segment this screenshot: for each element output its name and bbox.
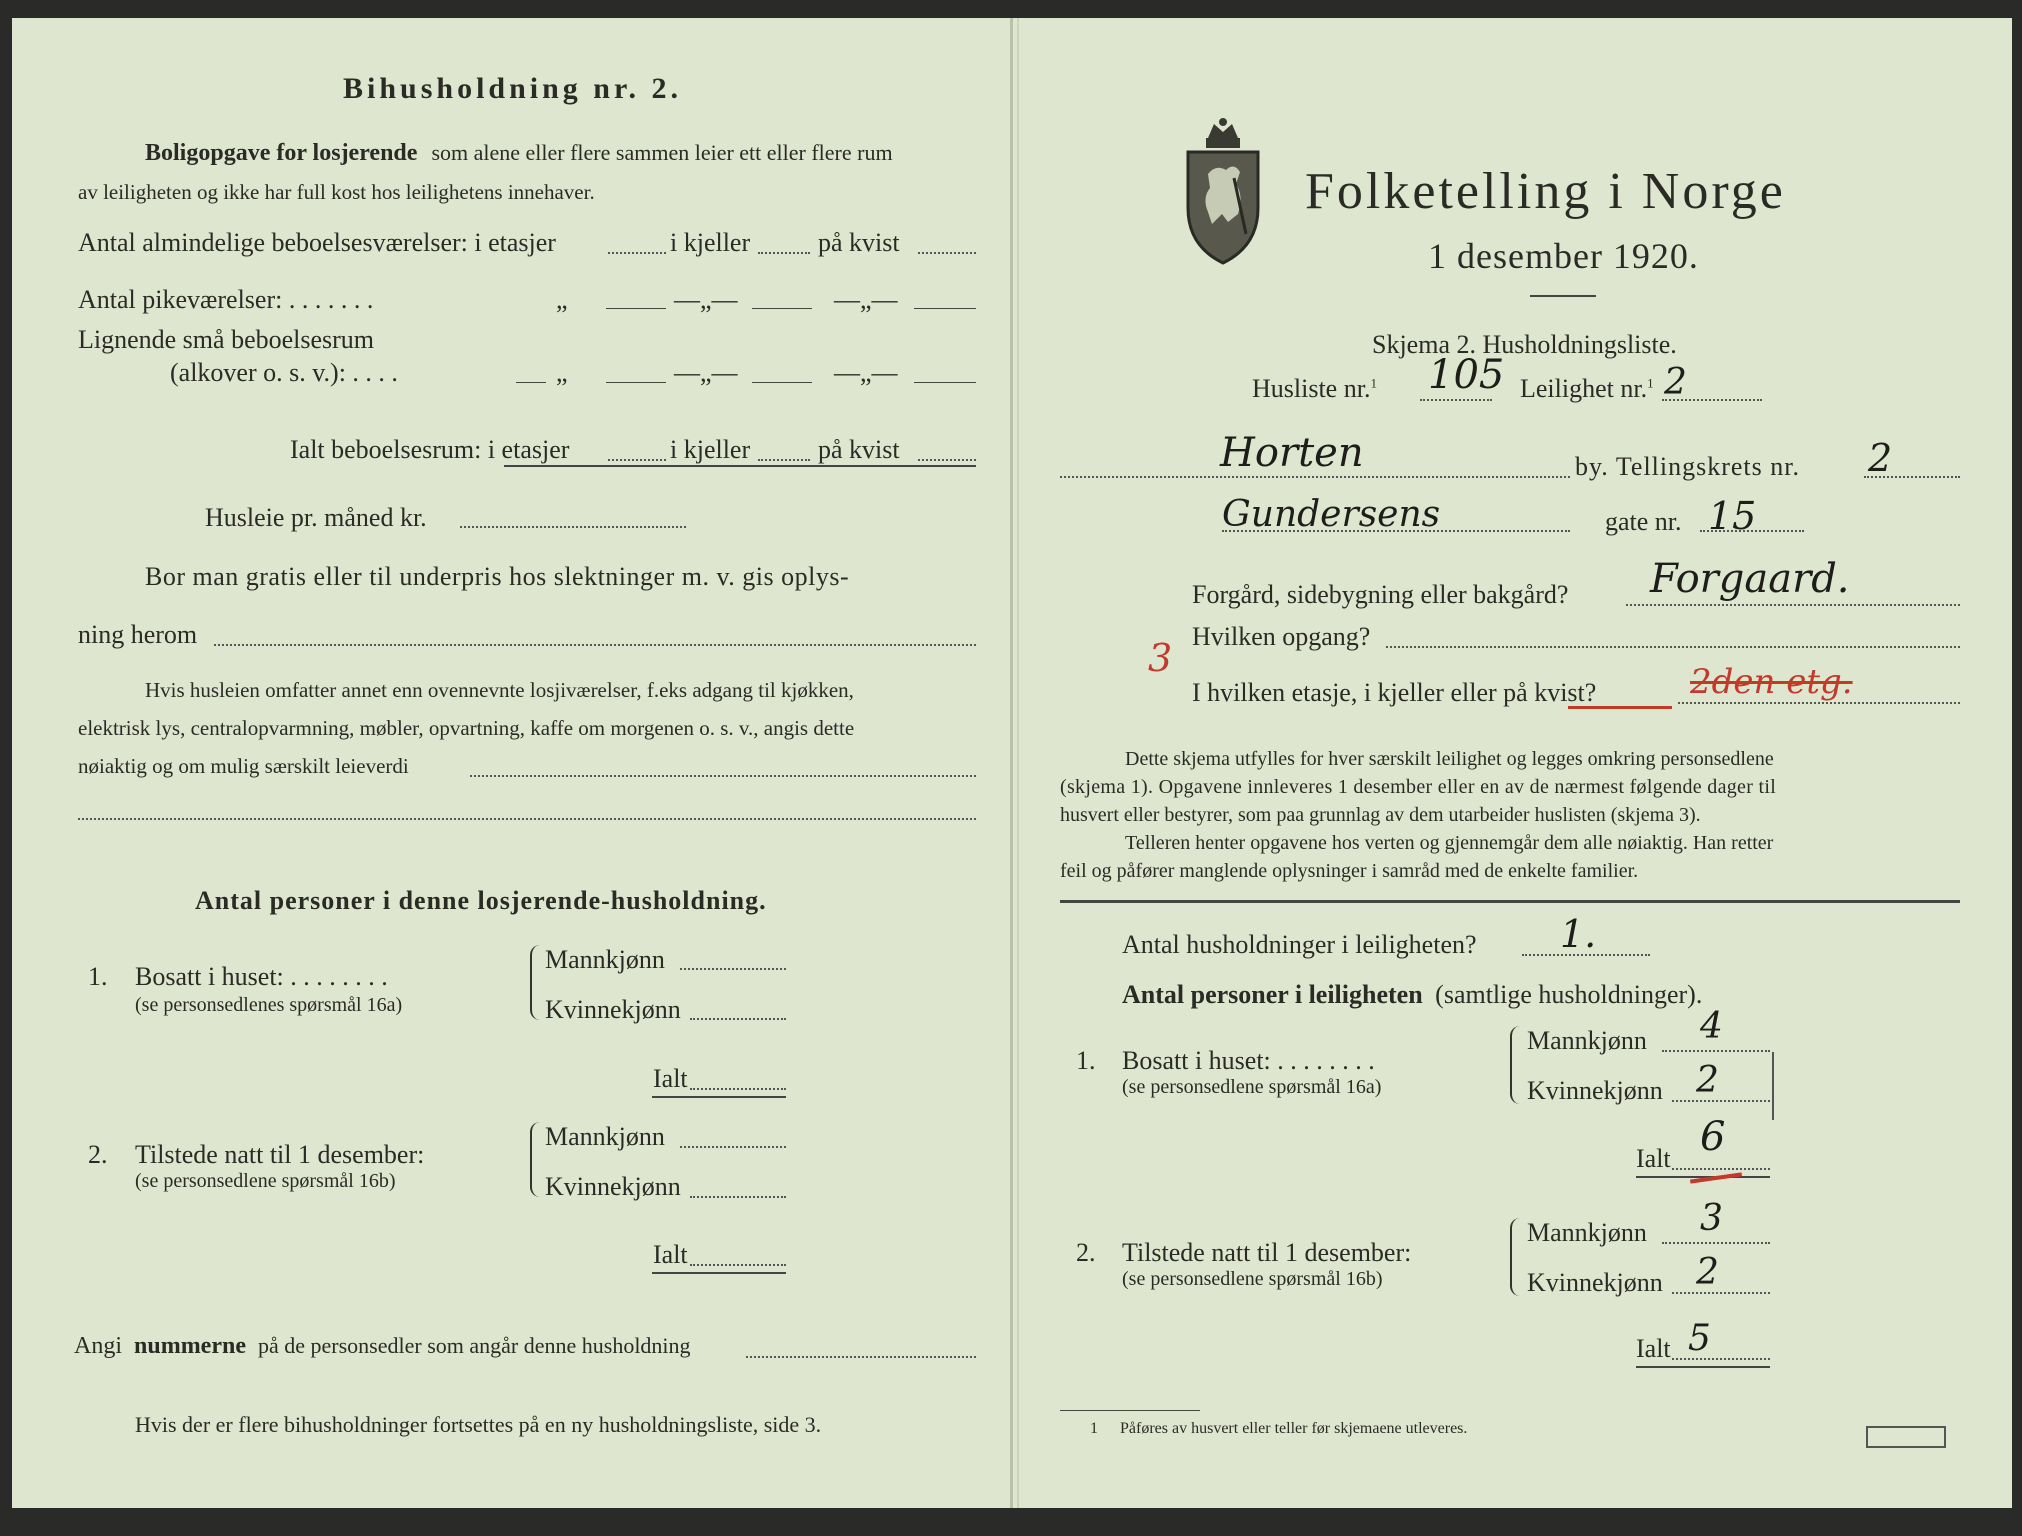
l-q1-label: Bosatt i huset: . . . . . . . .: [135, 962, 388, 991]
etasje-value: 2den etg.: [1690, 662, 1853, 702]
lign-label-1: Lignende små beboelsesrum: [78, 325, 375, 354]
r-q2-ialt-underline: [1636, 1366, 1770, 1368]
info-line5: feil og påfører manglende oplysninger i samråd med de enkelte familier.: [1060, 860, 1639, 882]
r-q2-mann: Mannkjønn: [1527, 1218, 1647, 1247]
footnote-text: Påføres av husvert eller teller før skjemaene utleveres.: [1120, 1420, 1468, 1437]
r-q1-check: [1772, 1052, 1774, 1120]
antal-pers-line: [1122, 980, 1702, 1010]
by-line: [1060, 476, 1570, 478]
r-q1-ialt-value: 6: [1700, 1114, 1726, 1160]
r-q1-brace: [1510, 1026, 1520, 1104]
intro-bold: Boligopgave for losjerende: [145, 140, 418, 166]
opgang-label: Hvilken opgang?: [1192, 622, 1371, 651]
l-q1-brace: [530, 945, 540, 1020]
l-q2-ialt-line: [690, 1264, 786, 1266]
antal-pers-bold: Antal personer i leiligheten: [1122, 980, 1423, 1009]
r-q1-ialt-line: [1672, 1168, 1770, 1170]
l-q2-kvinne: Kvinnekjønn: [545, 1172, 681, 1201]
intro-line1: [145, 140, 893, 167]
husleie-label: Husleie pr. måned kr.: [205, 503, 427, 532]
r-q1-kvinne-line: [1672, 1100, 1770, 1102]
etasje-line: [1678, 702, 1960, 704]
r-q2-brace: [1510, 1218, 1520, 1296]
l-q2-ialt-underline: [652, 1272, 786, 1274]
rooms-kjeller-line: [758, 252, 810, 254]
forgard-value: Forgaard.: [1650, 556, 1850, 602]
info-line1: Dette skjema utfylles for hver særskilt leilighet og legges omkring personsedlene: [1125, 748, 1774, 770]
l-q1-sub: (se personsedlenes spørsmål 16a): [135, 994, 403, 1016]
l-q2-ialt: Ialt: [653, 1240, 688, 1269]
page-fold: [1010, 18, 1013, 1508]
etasje-label: I hvilken etasje, i kjeller eller på kvist?: [1192, 678, 1597, 707]
printer-stamp-icon: [1866, 1426, 1946, 1448]
husliste-line: [1420, 399, 1492, 401]
l-q1-mann: Mannkjønn: [545, 945, 665, 974]
hvis-line-a: [470, 775, 976, 777]
leilighet-label: [1520, 374, 1654, 404]
leilighet-text: Leilighet nr.: [1520, 374, 1648, 403]
antal-heading: Antal personer i denne losjerende-husholdning.: [195, 886, 767, 915]
pike-ditto-3: —„—: [834, 285, 898, 314]
gate-label: gate nr.: [1605, 507, 1682, 536]
l-q1-ialt-underline: [652, 1096, 786, 1098]
pike-ditto-2: —„—: [674, 285, 738, 314]
rooms-kjeller-label: i kjeller: [670, 228, 751, 257]
angi-line: [74, 1333, 691, 1360]
leilighet-value: 2: [1664, 362, 1687, 403]
l-q1-mann-line: [680, 968, 786, 970]
r-q1-kvinne-value: 2: [1696, 1060, 1719, 1101]
l-q2-brace: [530, 1122, 540, 1197]
right-title: Folketelling i Norge: [1305, 163, 1786, 220]
lign-ditto-3: —„—: [834, 358, 898, 387]
ialt-rum-kjeller-label: i kjeller: [670, 435, 751, 464]
r-q1-label: Bosatt i huset: . . . . . . . .: [1122, 1046, 1375, 1075]
l-q1-ialt-line: [690, 1088, 786, 1090]
ialt-rum-underline: [504, 465, 976, 467]
l-q1-kvinne-line: [690, 1018, 786, 1020]
antal-pers-rest: (samtlige husholdninger).: [1435, 980, 1703, 1009]
rooms-label: Antal almindelige beboelsesværelser: i etasjer: [78, 228, 556, 257]
footnote-rule: [1060, 1410, 1200, 1411]
lign-line-1: [606, 382, 666, 383]
l-q1-num: 1.: [88, 962, 108, 991]
info-rule: [1060, 900, 1960, 903]
lign-line-0: [516, 382, 546, 383]
ialt-rum-kjeller-line: [758, 459, 810, 461]
angi-line-fill: [746, 1356, 976, 1358]
pike-line-3: [914, 308, 976, 309]
ialt-rum-kvist-line: [918, 459, 976, 461]
angi-pre: Angi: [74, 1333, 122, 1359]
gate-nr-value: 15: [1708, 494, 1757, 538]
husleie-line: [460, 526, 686, 528]
r-q2-label: Tilstede natt til 1 desember:: [1122, 1238, 1412, 1267]
page-fold-shadow: [1017, 18, 1019, 1508]
info-line4: Telleren henter opgavene hos verten og gjennemgår dem alle nøiaktig. Han retter: [1125, 832, 1774, 854]
pike-ditto: „: [556, 285, 568, 314]
l-q2-label: Tilstede natt til 1 desember:: [135, 1140, 425, 1169]
hvis-line1: Hvis husleien omfatter annet enn ovennevnte losjiværelser, f.eks adgang til kjøkken,: [145, 678, 854, 702]
husliste-value: 105: [1428, 352, 1505, 398]
l-q2-mann-line: [680, 1146, 786, 1148]
husliste-label: [1252, 374, 1377, 404]
r-q2-mann-value: 3: [1700, 1198, 1723, 1239]
l-q1-ialt: Ialt: [653, 1064, 688, 1093]
gate-value: Gundersens: [1222, 494, 1441, 535]
l-q2-sub: (se personsedlene spørsmål 16b): [135, 1170, 396, 1192]
bor-line1: Bor man gratis eller til underpris hos slektninger m. v. gis oplys-: [145, 562, 850, 591]
r-q2-ialt-value: 5: [1688, 1318, 1711, 1359]
rooms-etasjer-line: [608, 252, 666, 254]
by-label: by. Tellingskrets nr.: [1575, 452, 1801, 481]
ialt-rum-label: Ialt beboelsesrum: i etasjer: [290, 435, 570, 464]
angi-bold: nummerne: [134, 1333, 246, 1359]
by-value: Horten: [1220, 430, 1364, 476]
ialt-rum-kvist-label: på kvist: [818, 435, 900, 464]
r-q2-kvinne-line: [1672, 1292, 1770, 1294]
info-line2: (skjema 1). Opgavene innleveres 1 desember eller en av de nærmest følgende dager til: [1060, 776, 1777, 798]
r-q1-sub: (se personsedlene spørsmål 16a): [1122, 1076, 1382, 1098]
krets-value: 2: [1868, 436, 1893, 480]
r-q1-mann-line: [1662, 1050, 1770, 1052]
lign-line-3: [914, 382, 976, 383]
lign-ditto-2: —„—: [674, 358, 738, 387]
pike-line-2: [752, 308, 812, 309]
leilighet-footmark: 1: [1647, 375, 1654, 391]
r-q1-kvinne: Kvinnekjønn: [1527, 1076, 1663, 1105]
rooms-kvist-line: [918, 252, 976, 254]
r-q1-mann: Mannkjønn: [1527, 1026, 1647, 1055]
r-q2-mann-line: [1662, 1242, 1770, 1244]
lign-line-2: [752, 382, 812, 383]
r-q1-ialt: Ialt: [1636, 1144, 1671, 1173]
r-q2-kvinne-value: 2: [1696, 1252, 1719, 1293]
bor-line: [214, 644, 976, 646]
forgard-label: Forgård, sidebygning eller bakgård?: [1192, 580, 1569, 609]
ialt-rum-etasjer-line: [608, 459, 666, 461]
coat-of-arms-icon: [1182, 118, 1264, 266]
intro-line2: av leiligheten og ikke har full kost hos leilighetens innehaver.: [78, 180, 595, 204]
pike-label: Antal pikeværelser: . . . . . . .: [78, 285, 374, 314]
husliste-footmark: 1: [1370, 375, 1377, 391]
intro-rest: som alene eller flere sammen leier ett eller flere rum: [431, 140, 893, 165]
pike-line-1: [606, 308, 666, 309]
antal-hush-value: 1.: [1560, 912, 1597, 956]
hvis-line3: nøiaktig og om mulig særskilt leieverdi: [78, 754, 409, 778]
rooms-kvist-label: på kvist: [818, 228, 900, 257]
hvis-line-b: [78, 818, 976, 820]
skjema-label: Skjema 2. Husholdningsliste.: [1372, 330, 1677, 359]
r-q2-ialt-line: [1672, 1358, 1770, 1360]
bor-line2: ning herom: [78, 620, 198, 649]
etasje-kvist-underline: [1568, 706, 1672, 709]
info-line3: husvert eller bestyrer, som paa grunnlag av dem utarbeider huslisten (skjema 3).: [1060, 804, 1701, 826]
hvis-line2: elektrisk lys, centralopvarmning, møbler, opvartning, kaffe om morgenen o. s. v., angis dette: [78, 716, 855, 740]
right-date: 1 desember 1920.: [1428, 236, 1699, 276]
antal-hush-label: Antal husholdninger i leiligheten?: [1122, 930, 1477, 959]
l-q2-num: 2.: [88, 1140, 108, 1169]
title-rule: [1530, 295, 1596, 297]
lign-ditto: „: [556, 358, 568, 387]
r-q2-kvinne: Kvinnekjønn: [1527, 1268, 1663, 1297]
l-q2-kvinne-line: [690, 1196, 786, 1198]
left-title: Bihusholdning nr. 2.: [343, 72, 683, 105]
husliste-text: Husliste nr.: [1252, 374, 1371, 403]
r-q1-mann-value: 4: [1700, 1006, 1723, 1047]
r-q2-ialt: Ialt: [1636, 1334, 1671, 1363]
forgard-line: [1626, 604, 1960, 606]
footnote-mark: 1: [1090, 1420, 1098, 1437]
margin-mark: 3: [1148, 636, 1173, 680]
l-q1-kvinne: Kvinnekjønn: [545, 995, 681, 1024]
l-q2-mann: Mannkjønn: [545, 1122, 665, 1151]
footnote-line: [1090, 1420, 1467, 1438]
r-q1-num: 1.: [1076, 1046, 1096, 1075]
r-q2-sub: (se personsedlene spørsmål 16b): [1122, 1268, 1383, 1290]
left-footer: Hvis der er flere bihusholdninger fortsettes på en ny husholdningsliste, side 3.: [135, 1412, 822, 1437]
angi-rest: på de personsedler som angår denne husholdning: [257, 1333, 691, 1358]
opgang-line: [1386, 646, 1960, 648]
r-q2-num: 2.: [1076, 1238, 1096, 1267]
lign-label-2: (alkover o. s. v.): . . . .: [170, 358, 398, 387]
